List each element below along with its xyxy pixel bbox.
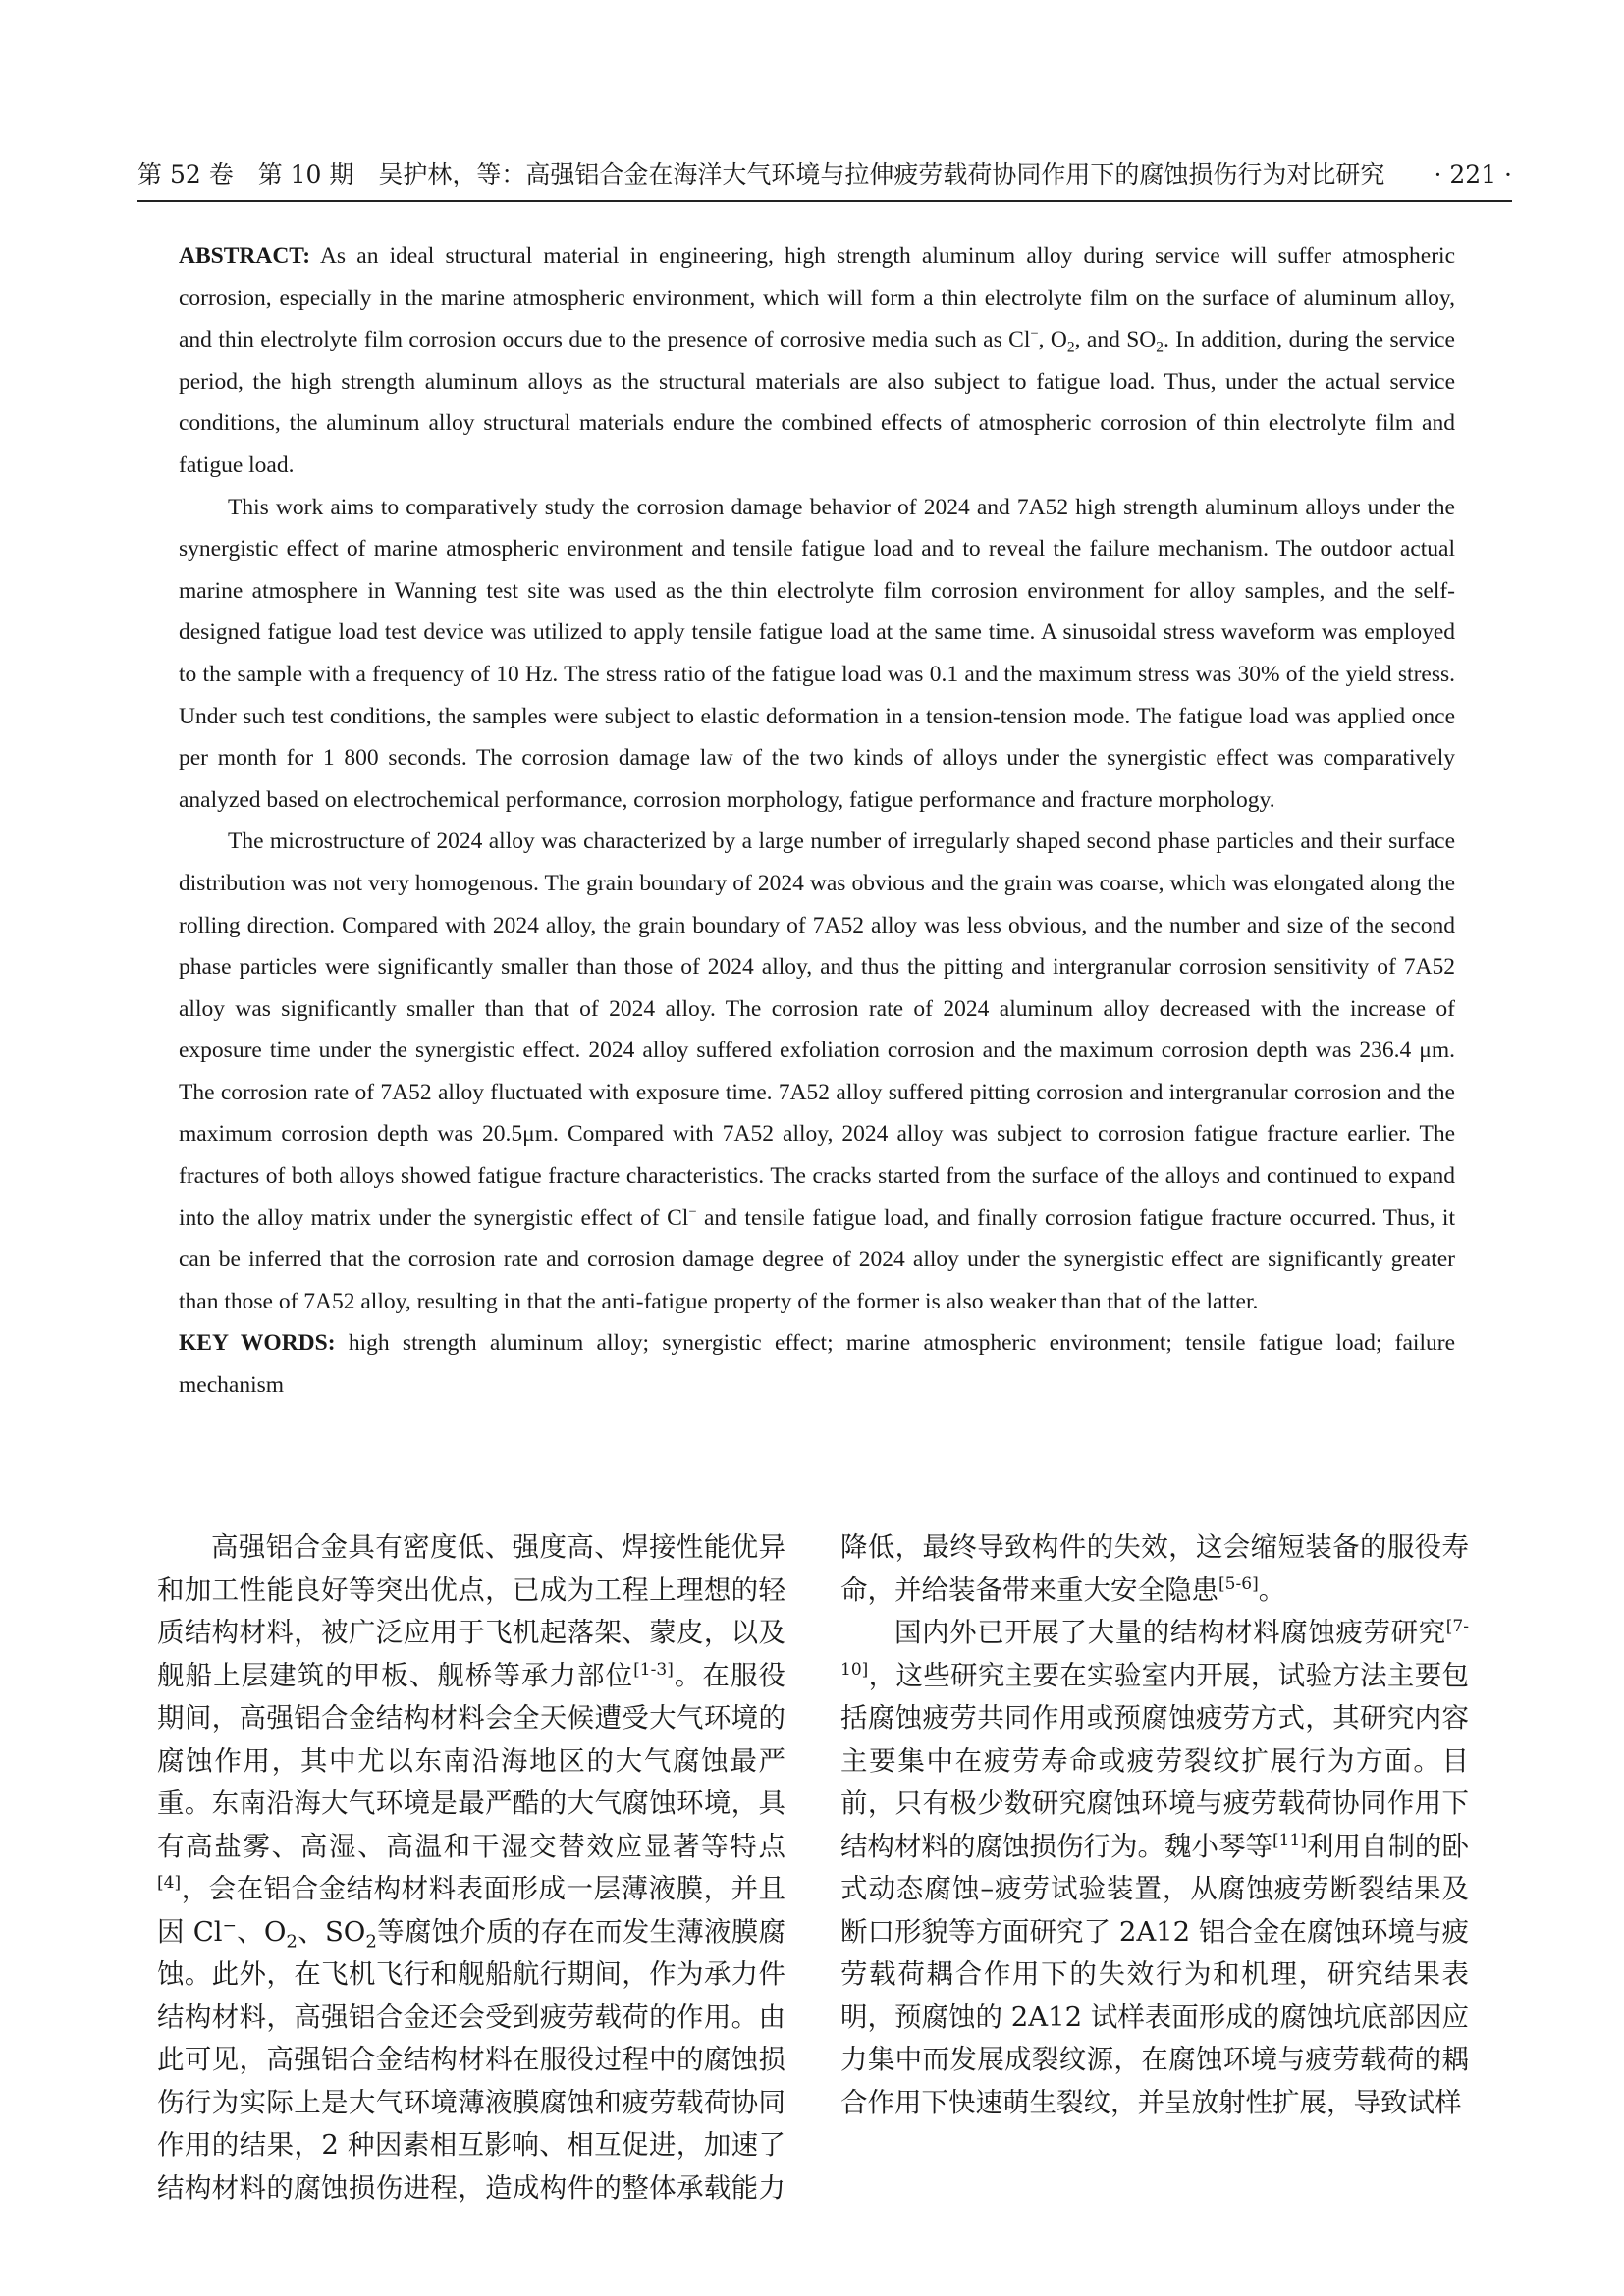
body-paragraph-2: 国内外已开展了大量的结构材料腐蚀疲劳研究[7-10]，这些研究主要在实验室内开展，试验方法主要包括腐蚀疲劳共同作用或预腐蚀疲劳方式，其研究内容主要集中在疲劳寿命或疲劳裂纹扩展行为方面。目前，只有极少数研究腐蚀环境与疲劳载荷协同作用下结构材料的腐蚀损伤行为。魏小琴等[11]利用自制的卧式动态腐蚀–疲劳试验装置，从腐蚀疲劳断裂结果及断口形貌等方面研究了 2A12 铝合金在腐蚀环境与疲劳载荷耦合作用下的失效行为和机理，研究结果表明，预腐蚀的 2A12 试样表面形成的腐蚀坑底部因应力集中而发展成裂纹源，在腐蚀环境与疲劳载荷的耦合作用下快速萌生裂纹，并呈放射性扩展，导致试样 [840, 1616, 1470, 2118]
running-header [137, 157, 1512, 192]
body-paragraph-1: 高强铝合金具有密度低、强度高、焊接性能优异和加工性能良好等突出优点，已成为工程上理想的轻质结构材料，被广泛应用于飞机起落架、蒙皮，以及舰船上层建筑的甲板、舰桥等承力部位[1-3]。在服役期间，高强铝合金结构材料会全天候遭受大气环境的腐蚀作用，其中尤以东南沿海地区的大气腐蚀最严重。东南沿海大气环境是最严酷的大气腐蚀环境，具有高盐雾、高湿、高温和干湿交替效应显著等特点[4]，会在铝合金结构材料表面形成一层薄液膜，并且因 Cl−、$O_2$、$SO_2$等腐蚀介质的存在而发生薄液膜腐蚀。此外，在飞机飞行和舰船航行期间，作为承力件结构材料，高强铝合金还会受到疲劳载荷的作用。由此可见，高强铝合金结构材料在服役过程中的腐蚀损伤行为实际上是大气环境薄液膜腐蚀和疲劳载荷协同作用的结果，2 种因素相互影响、相互促进，加速了结构材料的腐蚀损伤进程，造成构件的整体承载能力降低，最终导致构件的失效，这会缩短装备的服役寿命，并给装备带来重大安全隐患[5-6]。 [157, 1531, 1469, 2204]
keywords: KEY WORDS: high strength aluminum alloy; synergistic effect; marine atmospheric environment; tensile fatigue load; failure mechanism [179, 1330, 1455, 1399]
abstract-paragraph-2: This work aims to comparatively study the corrosion damage behavior of 2024 and 7A52 high strength aluminum alloys under the synergistic effect of marine atmospheric environment and tensile fatigue load and to reveal the failure mechanism. The outdoor actual marine atmosphere in Wanning test site was used as the thin electrolyte film corrosion environment for alloy samples, and the self-designed fatigue load test device was utilized to apply tensile fatigue load at the same time. A sinusoidal stress waveform was employed to the sample with a frequency of 10 Hz. The stress ratio of the fatigue load was 0.1 and the maximum stress was 30% of the yield stress. Under such test conditions, the samples were subject to elastic deformation in a tension-tension mode. The fatigue load was applied once per month for 1 800 seconds. The corrosion damage law of the two kinds of alloys under the synergistic effect was comparatively analyzed based on electrochemical performance, corrosion morphology, fatigue performance and fracture morphology. [179, 494, 1455, 813]
abstract-label: ABSTRACT: [179, 243, 311, 269]
citation: [1-3] [633, 1659, 674, 1680]
abstract-paragraph-3: The microstructure of 2024 alloy was characterized by a large number of irregularly shaped second phase particles and their surface distribution was not very homogenous. The grain boundary of 2024 was obvious and the grain was coarse, which was elongated along the rolling direction. Compared with 2024 alloy, the grain boundary of 7A52 alloy was less obvious, and the number and size of the second phase particles were significantly smaller than those of 2024 alloy, and thus the pitting and intergranular corrosion sensitivity of 7A52 alloy was significantly smaller than that of 2024 alloy. The corrosion rate of 2024 aluminum alloy decreased with the increase of exposure time under the synergistic effect. 2024 alloy suffered exfoliation corrosion and the maximum corrosion depth was 236.4 μm. The corrosion rate of 7A52 alloy fluctuated with exposure time. 7A52 alloy suffered pitting corrosion and intergranular corrosion and the maximum corrosion depth was 20.5μm. Compared with 7A52 alloy, 2024 alloy was subject to corrosion fatigue fracture earlier. The fractures of both alloys showed fatigue fracture characteristics. The cracks started from the surface of the alloys and continued to expand into the alloy matrix under the synergistic effect of Cl− and tensile fatigue load, and finally corrosion fatigue fracture occurred. Thus, it can be inferred that the corrosion rate and corrosion damage degree of 2024 alloy under the synergistic effect are significantly greater than those of 7A52 alloy, resulting in that the anti-fatigue property of the former is also weaker than that of the latter. [179, 828, 1455, 1314]
citation: [11] [1272, 1830, 1307, 1850]
citation: [7-10] [840, 1616, 1469, 1680]
header-divider [137, 200, 1512, 202]
citation: [5-6] [1218, 1574, 1259, 1594]
english-abstract [179, 236, 1455, 1407]
header-journal-info: 第 52 卷 第 10 期 吴护林，等：高强铝合金在海洋大气环境与拉伸疲劳载荷协同作用下的腐蚀损伤行为对比研究 [137, 160, 1385, 188]
citation: [4] [157, 1872, 182, 1893]
page-number: · 221 · [1434, 160, 1512, 188]
keywords-label: KEY WORDS: [179, 1330, 336, 1357]
abstract-paragraph-1: ABSTRACT: As an ideal structural material in engineering, high strength aluminum alloy during service will suffer atmospheric corrosion, especially in the marine atmospheric environment, which will form a thin electrolyte film on the surface of aluminum alloy, and thin electrolyte film corrosion occurs due to the presence of corrosive media such as Cl−, $O_2$, and $SO_2$. In addition, during the service period, the high strength aluminum alloys as the structural materials are also subject to fatigue load. Thus, under the actual service conditions, the aluminum alloy structural materials endure the combined effects of atmospheric corrosion of thin electrolyte film and fatigue load. [179, 243, 1455, 478]
chinese-body-text [157, 1526, 1469, 2292]
